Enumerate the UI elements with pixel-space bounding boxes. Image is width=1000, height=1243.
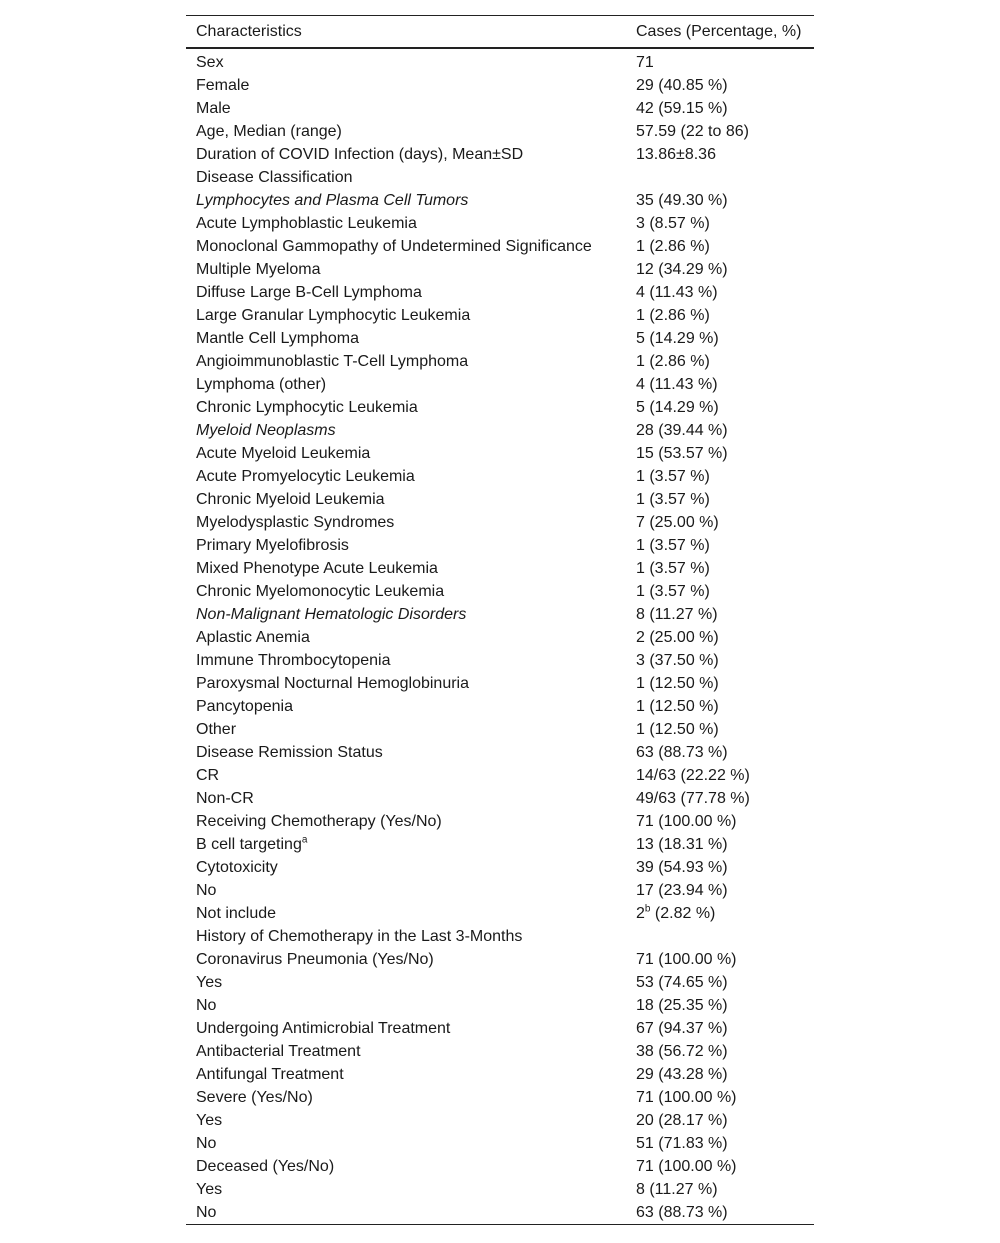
row-value: 1 (12.50 %) <box>636 675 719 692</box>
row-value: 39 (54.93 %) <box>636 859 728 876</box>
row-value: 1 (12.50 %) <box>636 698 719 715</box>
row-value-cell <box>636 557 814 580</box>
row-value: 42 (59.15 %) <box>636 100 728 117</box>
row-label: No <box>196 1135 217 1152</box>
table-row <box>186 1132 814 1155</box>
table-row <box>186 396 814 419</box>
row-label-cell <box>186 258 636 281</box>
row-label: Acute Myeloid Leukemia <box>196 445 371 462</box>
table-row <box>186 281 814 304</box>
row-value: 1 (3.57 %) <box>636 491 710 508</box>
row-label: Yes <box>196 1181 223 1198</box>
table-row <box>186 879 814 902</box>
table-row <box>186 580 814 603</box>
row-value-cell <box>636 649 814 672</box>
table-row <box>186 1040 814 1063</box>
row-value: 57.59 (22 to 86) <box>636 123 749 140</box>
row-label-cell <box>186 971 636 994</box>
row-label: No <box>196 1204 217 1221</box>
row-label-cell <box>186 787 636 810</box>
row-value-cell <box>636 695 814 718</box>
row-label-cell <box>186 465 636 488</box>
row-label: B cell targeting <box>196 836 302 853</box>
row-value-cell <box>636 856 814 879</box>
row-label: Severe (Yes/No) <box>196 1089 313 1106</box>
row-value: 1 (3.57 %) <box>636 537 710 554</box>
row-label-cell <box>186 1178 636 1201</box>
row-label: Antifungal Treatment <box>196 1066 344 1083</box>
row-value-cell <box>636 787 814 810</box>
row-label: Duration of COVID Infection (days), Mean±SD <box>196 146 524 163</box>
row-value: 71 (100.00 %) <box>636 813 737 830</box>
row-label-cell <box>186 810 636 833</box>
table-header <box>186 16 814 49</box>
row-value: 49/63 (77.78 %) <box>636 790 750 807</box>
row-value-cell <box>636 764 814 787</box>
row-value: 12 (34.29 %) <box>636 261 728 278</box>
row-value: 18 (25.35 %) <box>636 997 728 1014</box>
row-value-cell <box>636 212 814 235</box>
row-value-cell <box>636 143 814 166</box>
row-label: Male <box>196 100 231 117</box>
row-value: 13.86±8.36 <box>636 146 716 163</box>
row-value-cell <box>636 1155 814 1178</box>
row-label-cell <box>186 327 636 350</box>
table-row <box>186 718 814 741</box>
row-label-cell <box>186 1017 636 1040</box>
row-label: Mantle Cell Lymphoma <box>196 330 360 347</box>
row-value: 2 (25.00 %) <box>636 629 719 646</box>
row-value-cell <box>636 833 814 856</box>
row-label-cell <box>186 764 636 787</box>
table-row <box>186 419 814 442</box>
row-label-cell <box>186 304 636 327</box>
row-label: Myeloid Neoplasms <box>196 422 336 439</box>
row-label-cell <box>186 1155 636 1178</box>
table-row <box>186 373 814 396</box>
row-value-cell <box>636 810 814 833</box>
row-value: 4 (11.43 %) <box>636 376 718 393</box>
table-row <box>186 166 814 189</box>
row-value: 7 (25.00 %) <box>636 514 719 531</box>
row-label-cell <box>186 442 636 465</box>
row-label: History of Chemotherapy in the Last 3-Months <box>196 928 523 945</box>
row-label: Deceased (Yes/No) <box>196 1158 335 1175</box>
row-value-cell <box>636 511 814 534</box>
row-label: Chronic Myeloid Leukemia <box>196 491 385 508</box>
row-value: 3 (37.50 %) <box>636 652 719 669</box>
row-label: Age, Median (range) <box>196 123 342 140</box>
row-value: 29 (40.85 %) <box>636 77 728 94</box>
row-label: Immune Thrombocytopenia <box>196 652 391 669</box>
table-row <box>186 1086 814 1109</box>
row-value-cell <box>636 879 814 902</box>
row-label-cell <box>186 1063 636 1086</box>
table-row <box>186 120 814 143</box>
row-value: 38 (56.72 %) <box>636 1043 728 1060</box>
table-row <box>186 626 814 649</box>
row-value-cell <box>636 48 814 74</box>
row-label-cell <box>186 879 636 902</box>
table-row <box>186 787 814 810</box>
header-characteristics: Characteristics <box>196 23 302 40</box>
row-value: 28 (39.44 %) <box>636 422 728 439</box>
row-label: Acute Lymphoblastic Leukemia <box>196 215 417 232</box>
row-value: 20 (28.17 %) <box>636 1112 728 1129</box>
table-row <box>186 971 814 994</box>
row-label-cell <box>186 1086 636 1109</box>
row-value-cell <box>636 396 814 419</box>
row-value: (2.82 %) <box>650 905 716 922</box>
row-label-cell <box>186 925 636 948</box>
row-label-cell <box>186 557 636 580</box>
row-value: 35 (49.30 %) <box>636 192 728 209</box>
row-label: Myelodysplastic Syndromes <box>196 514 395 531</box>
row-label-cell <box>186 1132 636 1155</box>
row-label: Chronic Myelomonocytic Leukemia <box>196 583 445 600</box>
row-label-cell <box>186 534 636 557</box>
row-label-cell <box>186 994 636 1017</box>
row-value: 1 (3.57 %) <box>636 468 710 485</box>
row-value: 3 (8.57 %) <box>636 215 710 232</box>
header-row <box>186 16 814 49</box>
row-value: 1 (2.86 %) <box>636 353 710 370</box>
table-row <box>186 212 814 235</box>
row-value-cell <box>636 258 814 281</box>
row-value: 71 (100.00 %) <box>636 1158 737 1175</box>
row-value-cell <box>636 1109 814 1132</box>
row-label: Cytotoxicity <box>196 859 278 876</box>
table-row <box>186 1017 814 1040</box>
row-value: 13 (18.31 %) <box>636 836 728 853</box>
table-row <box>186 902 814 925</box>
row-label: Coronavirus Pneumonia (Yes/No) <box>196 951 434 968</box>
table-row <box>186 97 814 120</box>
row-label: CR <box>196 767 220 784</box>
row-label: Aplastic Anemia <box>196 629 310 646</box>
table-row <box>186 833 814 856</box>
row-label-cell <box>186 97 636 120</box>
table-row <box>186 488 814 511</box>
row-value-cell <box>636 1132 814 1155</box>
row-label-cell <box>186 672 636 695</box>
row-label-cell <box>186 1201 636 1225</box>
table-row <box>186 511 814 534</box>
row-value: 14/63 (22.22 %) <box>636 767 750 784</box>
row-value-cell <box>636 1063 814 1086</box>
row-value: 51 (71.83 %) <box>636 1135 728 1152</box>
row-value-cell <box>636 718 814 741</box>
row-value: 5 (14.29 %) <box>636 399 719 416</box>
table-row <box>186 603 814 626</box>
row-label: Yes <box>196 1112 223 1129</box>
row-label-cell <box>186 419 636 442</box>
row-value-cell <box>636 488 814 511</box>
row-value-cell <box>636 1178 814 1201</box>
row-value: 1 (12.50 %) <box>636 721 719 738</box>
table-row <box>186 48 814 74</box>
row-label-cell <box>186 120 636 143</box>
row-value-cell <box>636 373 814 396</box>
row-value-cell <box>636 281 814 304</box>
row-label: Diffuse Large B-Cell Lymphoma <box>196 284 422 301</box>
row-label-cell <box>186 741 636 764</box>
row-label: Lymphocytes and Plasma Cell Tumors <box>196 192 469 209</box>
row-value-cell <box>636 97 814 120</box>
row-value-cell <box>636 442 814 465</box>
row-label-cell <box>186 511 636 534</box>
row-label-cell <box>186 143 636 166</box>
table-row <box>186 143 814 166</box>
row-label-cell <box>186 1109 636 1132</box>
row-value: 71 <box>636 54 654 71</box>
row-value: 15 (53.57 %) <box>636 445 728 462</box>
table-row <box>186 1201 814 1225</box>
table-row <box>186 672 814 695</box>
table-row <box>186 350 814 373</box>
row-value-cell <box>636 419 814 442</box>
row-label-cell <box>186 580 636 603</box>
row-label-cell <box>186 189 636 212</box>
row-label-cell <box>186 649 636 672</box>
table-row <box>186 258 814 281</box>
row-label-cell <box>186 212 636 235</box>
row-value-cell <box>636 120 814 143</box>
row-label-cell <box>186 488 636 511</box>
row-label-cell <box>186 948 636 971</box>
row-value: 63 (88.73 %) <box>636 744 728 761</box>
row-value: 1 (3.57 %) <box>636 583 710 600</box>
row-value-count: 2 <box>636 905 645 922</box>
row-value-cell <box>636 189 814 212</box>
row-value-cell <box>636 925 814 948</box>
row-value-cell <box>636 1086 814 1109</box>
row-value: 8 (11.27 %) <box>636 606 718 623</box>
table-row <box>186 695 814 718</box>
row-value: 8 (11.27 %) <box>636 1181 718 1198</box>
row-label: Non-Malignant Hematologic Disorders <box>196 606 467 623</box>
row-label: Disease Classification <box>196 169 353 186</box>
row-value-cell <box>636 971 814 994</box>
row-label: Large Granular Lymphocytic Leukemia <box>196 307 471 324</box>
table-row <box>186 925 814 948</box>
row-value: 17 (23.94 %) <box>636 882 728 899</box>
row-label: Receiving Chemotherapy (Yes/No) <box>196 813 442 830</box>
table-row <box>186 948 814 971</box>
row-value-cell <box>636 74 814 97</box>
row-label-cell <box>186 281 636 304</box>
table-row <box>186 1155 814 1178</box>
row-label-cell <box>186 396 636 419</box>
row-label: Antibacterial Treatment <box>196 1043 361 1060</box>
row-label-cell <box>186 603 636 626</box>
row-value-cell <box>636 327 814 350</box>
row-value: 63 (88.73 %) <box>636 1204 728 1221</box>
row-value-cell <box>636 1017 814 1040</box>
row-value: 1 (2.86 %) <box>636 238 710 255</box>
row-value-cell <box>636 580 814 603</box>
characteristics-table <box>186 15 814 1225</box>
row-label: Primary Myelofibrosis <box>196 537 349 554</box>
row-label: Non-CR <box>196 790 254 807</box>
row-label: Paroxysmal Nocturnal Hemoglobinuria <box>196 675 470 692</box>
row-label-cell <box>186 695 636 718</box>
row-label: No <box>196 882 217 899</box>
row-label-cell <box>186 902 636 925</box>
table-row <box>186 534 814 557</box>
row-label-footnote: a <box>301 834 308 846</box>
table-row <box>186 764 814 787</box>
row-value-cell <box>636 166 814 189</box>
row-label-cell <box>186 1040 636 1063</box>
row-value: 67 (94.37 %) <box>636 1020 728 1037</box>
table-row <box>186 74 814 97</box>
row-label-cell <box>186 235 636 258</box>
row-label: Disease Remission Status <box>196 744 383 761</box>
row-label-cell <box>186 48 636 74</box>
row-value: 71 (100.00 %) <box>636 951 737 968</box>
row-label-cell <box>186 74 636 97</box>
row-label-cell <box>186 833 636 856</box>
row-label: Not include <box>196 905 277 922</box>
row-value-footnote: b <box>644 903 651 915</box>
row-label-cell <box>186 350 636 373</box>
row-value: 29 (43.28 %) <box>636 1066 728 1083</box>
table-row <box>186 189 814 212</box>
row-value: 1 (3.57 %) <box>636 560 710 577</box>
row-value: 1 (2.86 %) <box>636 307 710 324</box>
row-value-cell <box>636 994 814 1017</box>
row-value: 53 (74.65 %) <box>636 974 728 991</box>
table-row <box>186 994 814 1017</box>
table-row <box>186 856 814 879</box>
row-label: Multiple Myeloma <box>196 261 321 278</box>
row-value: 71 (100.00 %) <box>636 1089 737 1106</box>
row-value-cell <box>636 465 814 488</box>
table-row <box>186 810 814 833</box>
row-label-cell <box>186 626 636 649</box>
table-row <box>186 1178 814 1201</box>
row-label: Mixed Phenotype Acute Leukemia <box>196 560 438 577</box>
table-row <box>186 557 814 580</box>
table-row <box>186 741 814 764</box>
row-value-cell <box>636 948 814 971</box>
row-value-cell <box>636 741 814 764</box>
row-label-cell <box>186 856 636 879</box>
row-label: Acute Promyelocytic Leukemia <box>196 468 415 485</box>
table-row <box>186 465 814 488</box>
row-label-cell <box>186 166 636 189</box>
table-row <box>186 304 814 327</box>
row-label: Chronic Lymphocytic Leukemia <box>196 399 418 416</box>
row-value-cell <box>636 235 814 258</box>
row-value: 5 (14.29 %) <box>636 330 719 347</box>
row-label-cell <box>186 718 636 741</box>
row-value-cell <box>636 304 814 327</box>
characteristics-table-container <box>186 15 814 1225</box>
row-label: Yes <box>196 974 223 991</box>
row-label: Sex <box>196 54 224 71</box>
row-label-cell <box>186 373 636 396</box>
row-value-cell <box>636 1040 814 1063</box>
row-value-cell <box>636 902 814 925</box>
table-row <box>186 442 814 465</box>
table-row <box>186 1109 814 1132</box>
table-row <box>186 649 814 672</box>
row-label: Pancytopenia <box>196 698 293 715</box>
table-row <box>186 235 814 258</box>
row-label: No <box>196 997 217 1014</box>
row-value-cell <box>636 350 814 373</box>
row-label: Monoclonal Gammopathy of Undetermined Significance <box>196 238 592 255</box>
row-label: Other <box>196 721 237 738</box>
row-value-cell <box>636 626 814 649</box>
row-value-cell <box>636 1201 814 1225</box>
row-label: Lymphoma (other) <box>196 376 327 393</box>
row-label: Undergoing Antimicrobial Treatment <box>196 1020 451 1037</box>
table-row <box>186 327 814 350</box>
row-value-cell <box>636 534 814 557</box>
row-label: Angioimmunoblastic T-Cell Lymphoma <box>196 353 469 370</box>
row-value-cell <box>636 603 814 626</box>
table-row <box>186 1063 814 1086</box>
row-value: 4 (11.43 %) <box>636 284 718 301</box>
row-label: Female <box>196 77 250 94</box>
table-body <box>186 48 814 1225</box>
row-value-cell <box>636 672 814 695</box>
header-cases: Cases (Percentage, %) <box>636 23 802 40</box>
